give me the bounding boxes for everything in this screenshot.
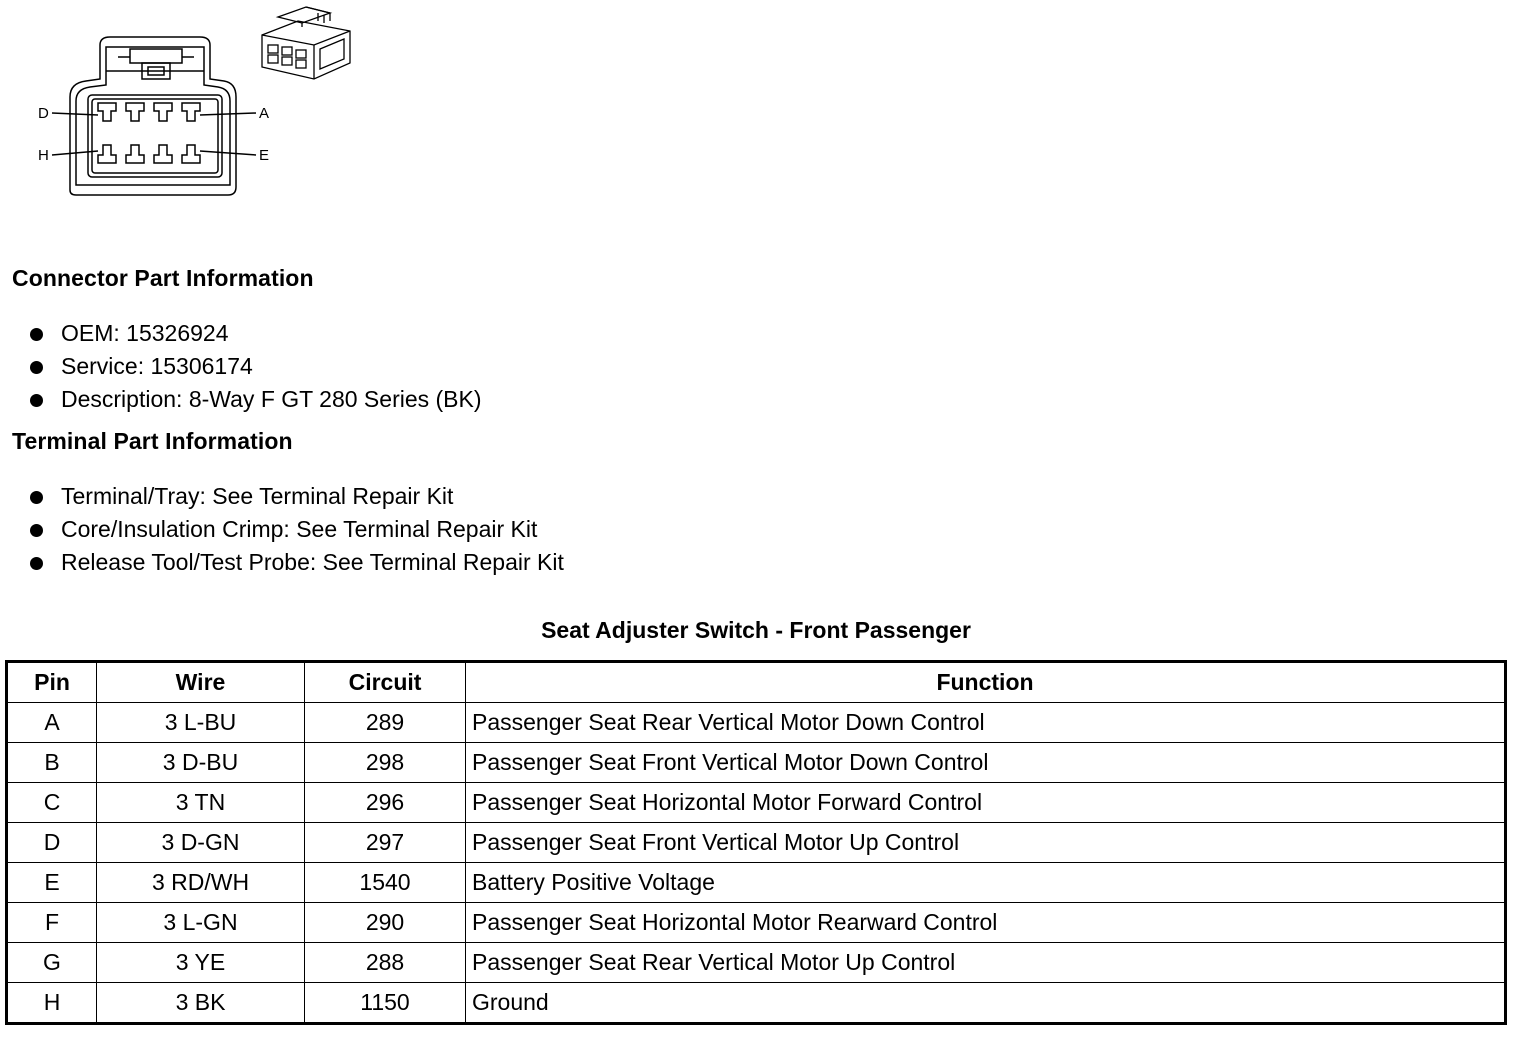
cell-pin: B [7, 743, 97, 783]
connector-end-view [30, 5, 290, 205]
list-item [28, 546, 564, 579]
cell-pin: F [7, 903, 97, 943]
cell-wire: 3 L-BU [97, 703, 305, 743]
cell-function: Passenger Seat Rear Vertical Motor Up Control [466, 943, 1506, 983]
cell-circuit: 298 [305, 743, 466, 783]
cell-function: Passenger Seat Rear Vertical Motor Down Control [466, 703, 1506, 743]
cell-circuit: 297 [305, 823, 466, 863]
cell-function: Passenger Seat Horizontal Motor Forward Control [466, 783, 1506, 823]
bullet-icon [30, 328, 43, 341]
list-item-text: Release Tool/Test Probe: See Terminal Repair Kit [61, 549, 564, 575]
cell-function: Passenger Seat Front Vertical Motor Down Control [466, 743, 1506, 783]
table-row [7, 983, 1506, 1024]
cell-wire: 3 L-GN [97, 903, 305, 943]
bullet-icon [30, 557, 43, 570]
cell-pin: H [7, 983, 97, 1024]
pin-label-top-right: A [259, 105, 270, 122]
table-header-row [7, 662, 1506, 703]
header-pin: Pin [7, 662, 97, 703]
table-row [7, 863, 1506, 903]
table-row [7, 703, 1506, 743]
list-item-text: Core/Insulation Crimp: See Terminal Repair Kit [61, 516, 538, 542]
table-row [7, 783, 1506, 823]
cell-circuit: 1150 [305, 983, 466, 1024]
terminal-part-info-heading: Terminal Part Information [12, 428, 293, 454]
header-function: Function [466, 662, 1506, 703]
table-row [7, 823, 1506, 863]
connector-part-info-list [28, 317, 482, 416]
cell-circuit: 1540 [305, 863, 466, 903]
cell-circuit: 290 [305, 903, 466, 943]
list-item-text: Description: 8-Way F GT 280 Series (BK) [61, 386, 482, 412]
header-circuit: Circuit [305, 662, 466, 703]
bullet-icon [30, 394, 43, 407]
cell-pin: D [7, 823, 97, 863]
cell-circuit: 296 [305, 783, 466, 823]
pin-label-top-left: D [38, 105, 49, 122]
list-item [28, 317, 482, 350]
cell-wire: 3 RD/WH [97, 863, 305, 903]
list-item-text: Service: 15306174 [61, 353, 253, 379]
cell-circuit: 288 [305, 943, 466, 983]
cell-pin: E [7, 863, 97, 903]
list-item [28, 513, 564, 546]
list-item [28, 350, 482, 383]
pin-label-bottom-left: H [38, 147, 49, 164]
bullet-icon [30, 361, 43, 374]
list-item [28, 383, 482, 416]
table-row [7, 743, 1506, 783]
cell-circuit: 289 [305, 703, 466, 743]
list-item [28, 480, 564, 513]
cell-wire: 3 YE [97, 943, 305, 983]
cell-function: Passenger Seat Horizontal Motor Rearward Control [466, 903, 1506, 943]
cell-function: Battery Positive Voltage [466, 863, 1506, 903]
cell-pin: G [7, 943, 97, 983]
connector-part-info-heading: Connector Part Information [12, 265, 314, 291]
bullet-icon [30, 524, 43, 537]
list-item-text: Terminal/Tray: See Terminal Repair Kit [61, 483, 454, 509]
pin-table-caption: Seat Adjuster Switch - Front Passenger [541, 617, 971, 643]
cell-pin: A [7, 703, 97, 743]
cell-wire: 3 D-GN [97, 823, 305, 863]
list-item-text: OEM: 15326924 [61, 320, 229, 346]
pin-table [5, 660, 1507, 1025]
cell-wire: 3 BK [97, 983, 305, 1024]
table-row [7, 943, 1506, 983]
cell-wire: 3 D-BU [97, 743, 305, 783]
cell-function: Ground [466, 983, 1506, 1024]
pin-label-bottom-right: E [259, 147, 270, 164]
terminal-part-info-list [28, 480, 564, 579]
bullet-icon [30, 491, 43, 504]
header-wire: Wire [97, 662, 305, 703]
connector-isometric-view [258, 5, 358, 85]
table-row [7, 903, 1506, 943]
cell-function: Passenger Seat Front Vertical Motor Up Control [466, 823, 1506, 863]
cell-pin: C [7, 783, 97, 823]
cell-wire: 3 TN [97, 783, 305, 823]
